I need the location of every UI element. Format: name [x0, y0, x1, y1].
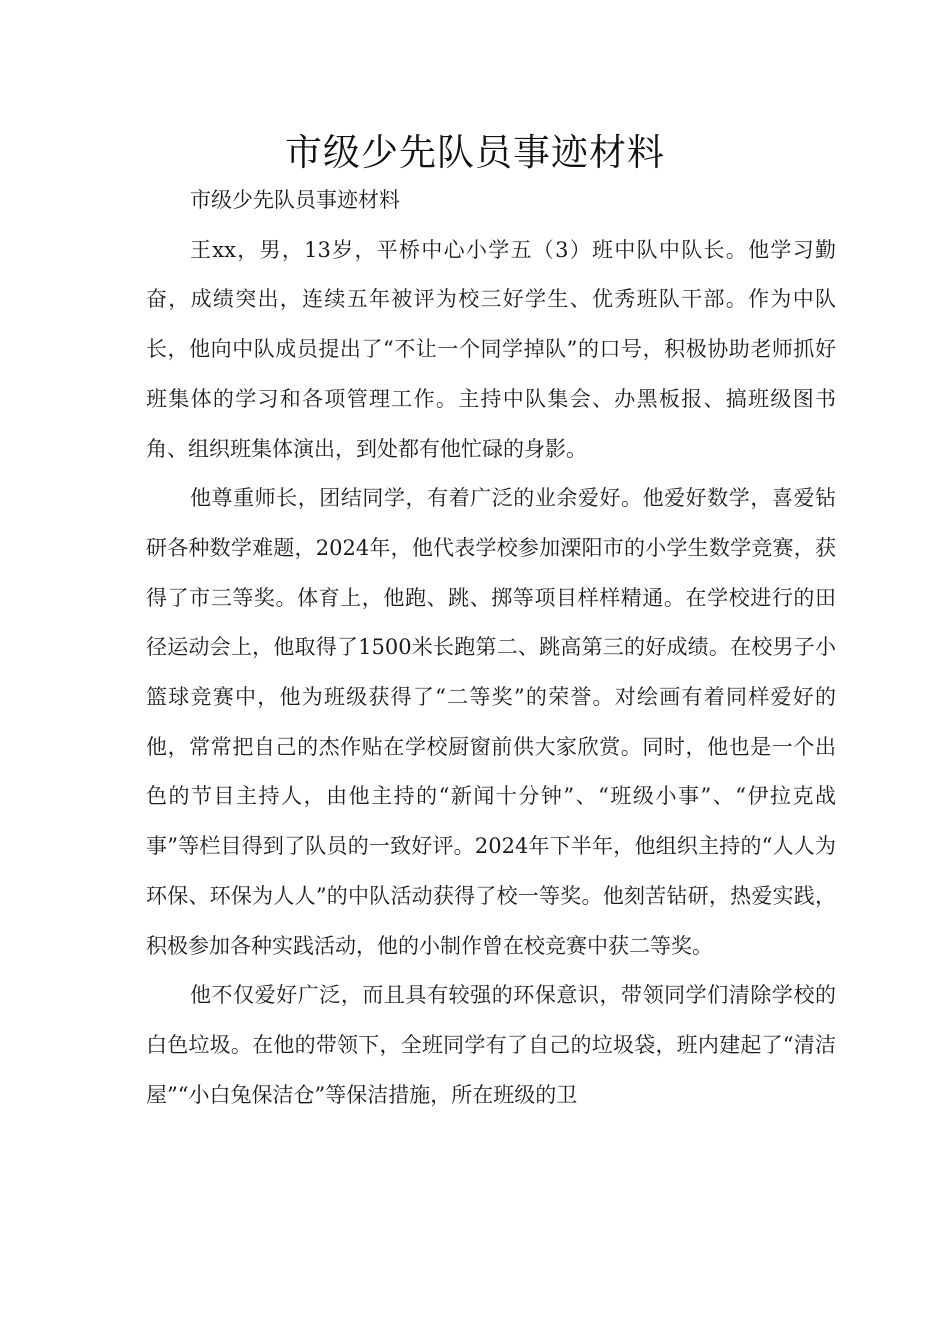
body-paragraph-1: 王xx，男，13岁，平桥中心小学五（3）班中队中队长。他学习勤奋，成绩突出，连续五年被评为校三好学生、优秀班队干部。作为中队长，他向中队成员提出了“不让一个同学掉队”的口号，积极协助老师抓好班集体的学习和各项管理工作。主持中队集会、办黑板报、搞班级图书角、组织班集体演出，到处都有他忙碌的身影。 — [146, 237, 836, 461]
body-paragraph-2: 他尊重师长，团结同学，有着广泛的业余爱好。他爱好数学，喜爱钻研各种数学难题，2024年，他代表学校参加溧阳市的小学生数学竞赛，获得了市三等奖。体育上，他跑、跳、掷等项目样样精通。在学校进行的田径运动会上，他取得了1500米长跑第二、跳高第三的好成绩。在校男子小篮球竞赛中，他为班级获得了“二等奖”的荣誉。对绘画有着同样爱好的他，常常把自己的杰作贴在学校厨窗前供大家欣赏。同时，他也是一个出色的节目主持人，由他主持的“新闻十分钟”、“班级小事”、“伊拉克战事”等栏目得到了队员的一致好评。2024年下半年，他组织主持的“人人为环保、环保为人人”的中队活动获得了校一等奖。他刻苦钻研，热爱实践，积极参加各种实践活动，他的小制作曾在校竞赛中获二等奖。 — [146, 486, 836, 958]
document-title: 市级少先队员事迹材料 — [285, 131, 665, 174]
subtitle-paragraph: 市级少先队员事迹材料 — [190, 188, 400, 212]
body-paragraph-3: 他不仅爱好广泛，而且具有较强的环保意识，带领同学们清除学校的白色垃圾。在他的带领下，全班同学有了自己的垃圾袋，班内建起了“清洁屋”“小白兔保洁仓”等保洁措施，所在班级的卫 — [146, 983, 836, 1107]
document-body — [146, 176, 836, 1120]
